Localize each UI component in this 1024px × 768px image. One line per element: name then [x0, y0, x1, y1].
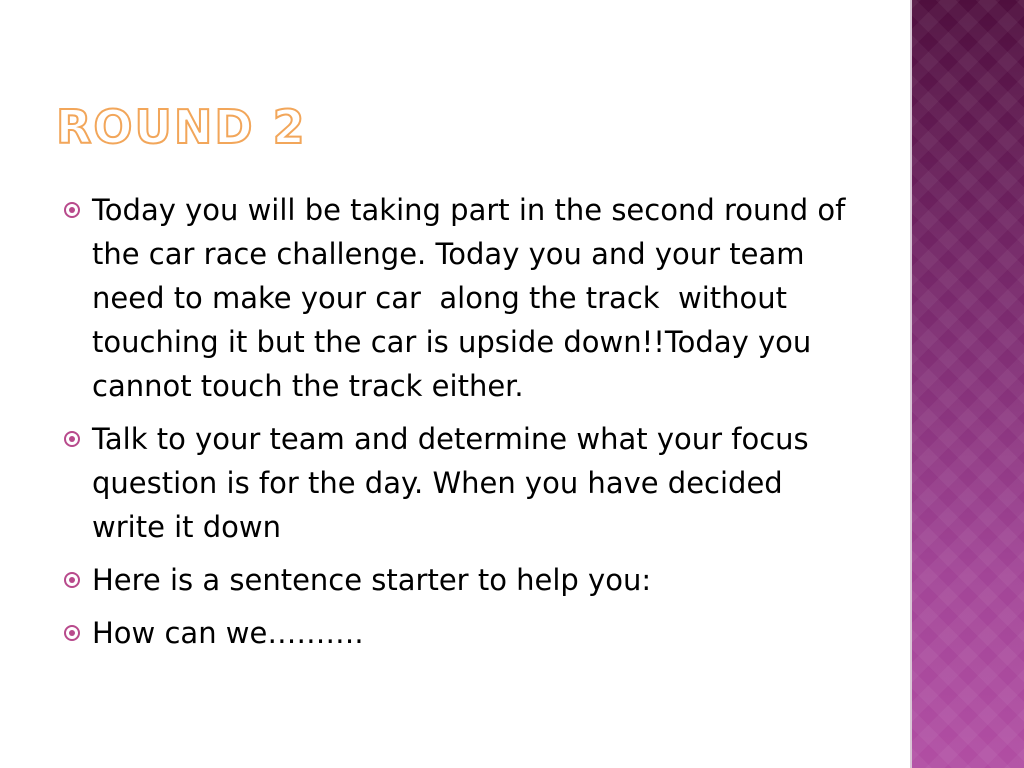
bullet-text: Here is a sentence starter to help you: [92, 563, 652, 597]
bullet-text: Today you will be taking part in the second round of the car race challenge. Today you and your team need to make your car along the track without touching it but the car is upside down!!Today you cannot touch the track either. [92, 193, 855, 403]
circled-dot-bullet-icon [64, 431, 80, 447]
bullet-item-1 [62, 188, 855, 408]
bullet-item-2 [62, 417, 852, 549]
bullet-list [62, 188, 855, 664]
bullet-text: Talk to your team and determine what your focus question is for the day. When you have decided write it down [92, 422, 818, 544]
decorative-side-band [912, 0, 1024, 768]
bullet-item-4 [62, 611, 852, 655]
circled-dot-bullet-icon [64, 572, 80, 588]
circled-dot-bullet-icon [64, 625, 80, 641]
bullet-item-3 [62, 558, 852, 602]
circled-dot-bullet-icon [64, 202, 80, 218]
slide-title: ROUND 2 [56, 100, 307, 154]
bullet-text: How can we………. [92, 616, 364, 650]
